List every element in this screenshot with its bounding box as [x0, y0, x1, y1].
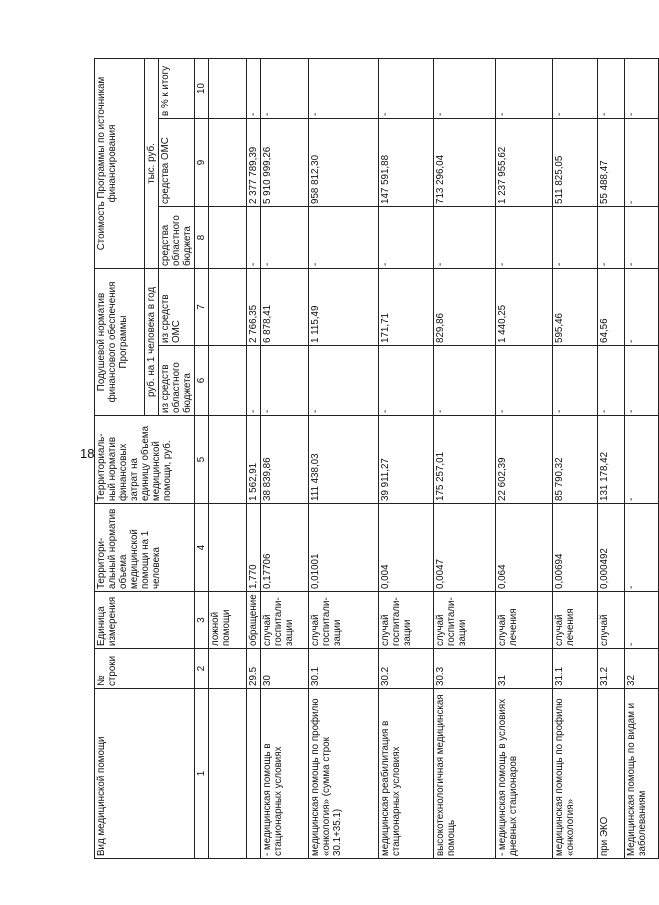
- cell-p-oms: 829,86: [434, 268, 496, 345]
- index-cell: 7: [195, 268, 209, 345]
- index-cell: 8: [195, 206, 209, 268]
- cell-p-oms: [209, 268, 247, 345]
- rotated-table-wrapper: [94, 59, 654, 859]
- table-row: [625, 58, 659, 858]
- table-row: [553, 58, 598, 858]
- header-vid: Вид медицинской помощи: [95, 689, 195, 859]
- index-cell: 5: [195, 416, 209, 504]
- header-podush-oms: из средств ОМС: [159, 268, 195, 345]
- cell-p-oms: -: [625, 268, 659, 345]
- cell-p-oms: 595,46: [553, 268, 598, 345]
- cell-vid: Медицинская помощь по видам и заболеваниям: [625, 689, 659, 859]
- cell-pct: -: [309, 58, 379, 118]
- cell-p-bud: -: [379, 346, 434, 416]
- table-row: [309, 58, 379, 858]
- header-row-1: [95, 58, 145, 858]
- cell-pct: -: [553, 58, 598, 118]
- cell-norm-obj: 0,01001: [309, 504, 379, 592]
- cell-s-bud: -: [553, 206, 598, 268]
- cell-nom: 31: [496, 649, 553, 689]
- cell-ed: случай госпитали-зации: [379, 592, 434, 649]
- cell-ed: -: [625, 592, 659, 649]
- table-row: [247, 58, 261, 858]
- cell-s-bud: -: [247, 206, 261, 268]
- financing-table: [94, 58, 659, 859]
- cell-s-oms: 147 591,88: [379, 118, 434, 206]
- cell-p-oms: 1 440,25: [496, 268, 553, 345]
- cell-ed: ложной помощи: [209, 592, 247, 649]
- cell-vid: [209, 689, 247, 859]
- cell-ed: случай лечения: [553, 592, 598, 649]
- cell-p-bud: [209, 346, 247, 416]
- cell-ed: случай лечения: [496, 592, 553, 649]
- page-number: 18: [80, 446, 95, 461]
- cell-norm-obj: 0,064: [496, 504, 553, 592]
- cell-p-bud: -: [309, 346, 379, 416]
- cell-vid: - медицинская помощь в стационарных условиях: [261, 689, 309, 859]
- index-cell: 4: [195, 504, 209, 592]
- cell-s-bud: [209, 206, 247, 268]
- cell-norm-obj: 0,004: [379, 504, 434, 592]
- cell-vid: - медицинская помощь в условиях дневных стационаров: [496, 689, 553, 859]
- cell-s-bud: -: [496, 206, 553, 268]
- cell-p-bud: -: [247, 346, 261, 416]
- cell-s-oms: [209, 118, 247, 206]
- cell-norm-obj: 0,17706: [261, 504, 309, 592]
- cell-norm-obj: [209, 504, 247, 592]
- cell-s-oms: 511 825,05: [553, 118, 598, 206]
- cell-s-bud: -: [379, 206, 434, 268]
- cell-norm-fin: 111 438,03: [309, 416, 379, 504]
- cell-p-bud: -: [261, 346, 309, 416]
- cell-s-oms: 5 910 999,26: [261, 118, 309, 206]
- table-row: [261, 58, 309, 858]
- header-stoim-unit: тыс. руб.: [145, 58, 159, 268]
- cell-p-oms: 171,71: [379, 268, 434, 345]
- cell-nom: 29.5: [247, 649, 261, 689]
- cell-norm-fin: [209, 416, 247, 504]
- cell-s-oms: 2 377 789,39: [247, 118, 261, 206]
- cell-norm-fin: 85 790,32: [553, 416, 598, 504]
- cell-p-oms: 1 115,49: [309, 268, 379, 345]
- index-cell: 9: [195, 118, 209, 206]
- header-podush-unit: руб. на 1 человека в год: [145, 268, 159, 415]
- cell-s-oms: 1 237 955,62: [496, 118, 553, 206]
- cell-norm-fin: 131 178,42: [598, 416, 625, 504]
- cell-nom: 30: [261, 649, 309, 689]
- cell-nom: [209, 649, 247, 689]
- table-row: [434, 58, 496, 858]
- cell-ed: случай госпитали-зации: [434, 592, 496, 649]
- header-nom: № строки: [95, 649, 195, 689]
- cell-vid: высокотехнологичная медицинская помощь: [434, 689, 496, 859]
- cell-norm-obj: 1,770: [247, 504, 261, 592]
- cell-s-bud: -: [261, 206, 309, 268]
- table-row: [598, 58, 625, 858]
- cell-nom: 30.3: [434, 649, 496, 689]
- index-cell: 10: [195, 58, 209, 118]
- header-stoim-bud: средства областного бюджета: [159, 206, 195, 268]
- cell-p-oms: 64,56: [598, 268, 625, 345]
- cell-s-oms: 958 812,30: [309, 118, 379, 206]
- index-cell: 6: [195, 346, 209, 416]
- cell-pct: [209, 58, 247, 118]
- header-podush-bud: из средств областного бюджета: [159, 346, 195, 416]
- cell-p-bud: -: [434, 346, 496, 416]
- cell-s-bud: -: [625, 206, 659, 268]
- header-norm-fin: Территориаль-ный норматив финансовых затрат на единицу объема медицинской помощи, руб.: [95, 416, 195, 504]
- cell-s-oms: 713 296,04: [434, 118, 496, 206]
- cell-pct: -: [598, 58, 625, 118]
- table-row: [496, 58, 553, 858]
- table-row: [379, 58, 434, 858]
- index-cell: 2: [195, 649, 209, 689]
- cell-vid: [247, 689, 261, 859]
- cell-p-bud: -: [625, 346, 659, 416]
- cell-pct: -: [247, 58, 261, 118]
- cell-norm-fin: 175 257,01: [434, 416, 496, 504]
- cell-s-bud: -: [434, 206, 496, 268]
- header-ed: Единица измерения: [95, 592, 195, 649]
- table-row: [209, 58, 247, 858]
- cell-pct: -: [379, 58, 434, 118]
- cell-vid: при ЭКО: [598, 689, 625, 859]
- cell-nom: 31.1: [553, 649, 598, 689]
- cell-p-oms: 6 878,41: [261, 268, 309, 345]
- cell-norm-fin: 39 911,27: [379, 416, 434, 504]
- cell-norm-obj: -: [625, 504, 659, 592]
- cell-pct: -: [496, 58, 553, 118]
- cell-vid: медицинская реабилитация в стационарных условиях: [379, 689, 434, 859]
- cell-norm-fin: 38 839,86: [261, 416, 309, 504]
- cell-p-bud: -: [553, 346, 598, 416]
- header-norm-obj: Территори-альный норматив объема медицинской помощи на 1 человека: [95, 504, 195, 592]
- cell-pct: -: [625, 58, 659, 118]
- index-cell: 1: [195, 689, 209, 859]
- cell-norm-obj: 0,00694: [553, 504, 598, 592]
- cell-norm-obj: 0,000492: [598, 504, 625, 592]
- cell-ed: случай госпитали-зации: [309, 592, 379, 649]
- cell-norm-fin: 22 602,39: [496, 416, 553, 504]
- cell-s-bud: -: [598, 206, 625, 268]
- cell-nom: 31.2: [598, 649, 625, 689]
- header-stoim-oms: средства ОМС: [159, 118, 195, 206]
- header-stoim-pct: в % к итогу: [159, 58, 195, 118]
- cell-p-bud: -: [496, 346, 553, 416]
- cell-nom: 30.1: [309, 649, 379, 689]
- cell-pct: -: [261, 58, 309, 118]
- cell-s-oms: -: [625, 118, 659, 206]
- cell-pct: -: [434, 58, 496, 118]
- cell-norm-fin: 1 562,91: [247, 416, 261, 504]
- cell-norm-fin: -: [625, 416, 659, 504]
- cell-s-oms: 55 488,47: [598, 118, 625, 206]
- cell-p-bud: -: [598, 346, 625, 416]
- cell-nom: 30.2: [379, 649, 434, 689]
- cell-nom: 32: [625, 649, 659, 689]
- cell-ed: случай госпитали-зации: [261, 592, 309, 649]
- cell-s-bud: -: [309, 206, 379, 268]
- cell-vid: медицинская помощь по профилю «онкология» (сумма строк 30.1+35.1): [309, 689, 379, 859]
- header-podush: Подушевой норматив финансового обеспечения Программы: [95, 268, 145, 415]
- header-stoim: Стоимость Программы по источникам финансирования: [95, 58, 145, 268]
- cell-ed: случай: [598, 592, 625, 649]
- cell-ed: обращение: [247, 592, 261, 649]
- column-index-row: [195, 58, 209, 858]
- index-cell: 3: [195, 592, 209, 649]
- cell-p-oms: 2 766,35: [247, 268, 261, 345]
- cell-norm-obj: 0,0047: [434, 504, 496, 592]
- cell-vid: медицинская помощь по профилю «онкология»: [553, 689, 598, 859]
